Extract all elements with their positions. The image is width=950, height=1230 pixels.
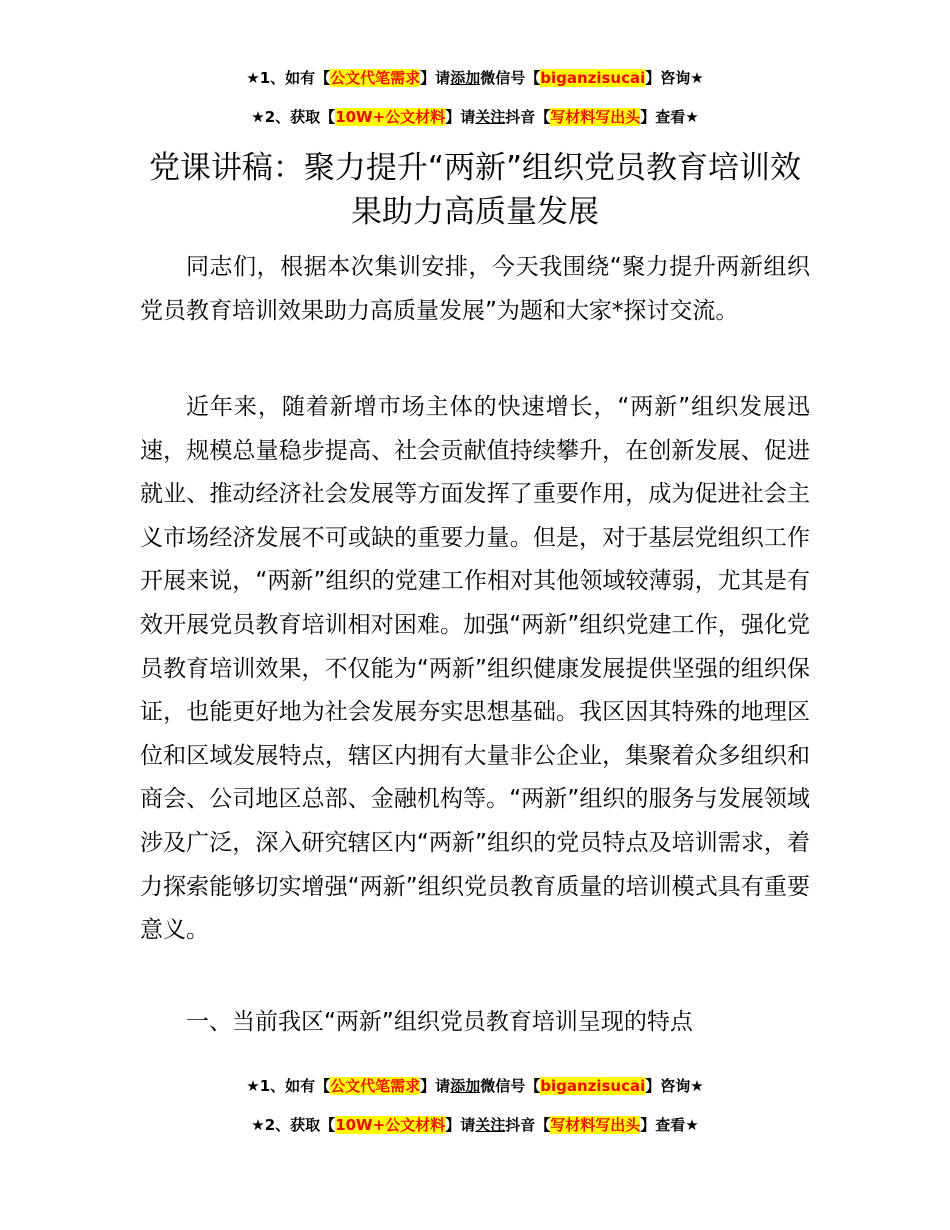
promo-prefix: ★2、获取【 bbox=[251, 1116, 336, 1134]
promo-highlight-service: 公文代笔需求 bbox=[330, 69, 421, 87]
promo-prefix: ★1、如有【 bbox=[246, 1077, 331, 1095]
promo-line-1-top bbox=[0, 67, 950, 89]
promo-emphasis: 添加 bbox=[450, 69, 481, 87]
promo-text: 微信号【 bbox=[480, 1077, 541, 1095]
promo-text: 抖音【 bbox=[505, 108, 551, 126]
promo-text: 】请 bbox=[445, 1116, 476, 1134]
promo-emphasis: 关注 bbox=[475, 108, 506, 126]
promo-line-1-bottom bbox=[0, 1075, 950, 1097]
promo-suffix: 】查看★ bbox=[640, 108, 699, 126]
promo-line-2-top bbox=[0, 106, 950, 128]
promo-emphasis: 关注 bbox=[475, 1116, 506, 1134]
document-title: 党课讲稿：聚力提升“两新”组织党员教育培训效果助力高质量发展 bbox=[148, 150, 802, 230]
promo-text: 抖音【 bbox=[505, 1116, 551, 1134]
promo-text: 】请 bbox=[420, 69, 451, 87]
promo-highlight-douyin-id: 写材料写出头 bbox=[550, 108, 641, 126]
promo-text: 微信号【 bbox=[480, 69, 541, 87]
promo-highlight-wechat-id: biganzisucai bbox=[540, 69, 646, 87]
promo-line-2-bottom bbox=[0, 1114, 950, 1136]
promo-suffix: 】咨询★ bbox=[645, 1077, 704, 1095]
promo-highlight-materials: 10W+公文材料 bbox=[335, 108, 446, 126]
paragraph-intro: 同志们，根据本次集训安排，今天我围绕“聚力提升两新组织党员教育培训效果助力高质量发展”为题和大家*探讨交流。 bbox=[140, 254, 810, 324]
promo-highlight-douyin-id: 写材料写出头 bbox=[550, 1116, 641, 1134]
promo-text: 】请 bbox=[445, 108, 476, 126]
promo-prefix: ★1、如有【 bbox=[246, 69, 331, 87]
promo-highlight-wechat-id: biganzisucai bbox=[540, 1077, 646, 1095]
promo-highlight-service: 公文代笔需求 bbox=[330, 1077, 421, 1095]
promo-suffix: 】咨询★ bbox=[645, 69, 704, 87]
section-heading-1: 一、当前我区“两新”组织党员教育培训呈现的特点 bbox=[186, 1009, 693, 1035]
promo-highlight-materials: 10W+公文材料 bbox=[335, 1116, 446, 1134]
paragraph-background: 近年来，随着新增市场主体的快速增长，“两新”组织发展迅速，规模总量稳步提高、社会贡献值持续攀升，在创新发展、促进就业、推动经济社会发展等方面发挥了重要作用，成为促进社会主义市场经济发展不可或缺的重要力量。但是，对于基层党组织工作开展来说，“两新”组织的党建工作相对其他领域较薄弱，尤其是有效开展党员教育培训相对困难。加强“两新”组织党建工作，强化党员教育培训效果，不仅能为“两新”组织健康发展提供坚强的组织保证，也能更好地为社会发展夯实思想基础。我区因其特殊的地理区位和区域发展特点，辖区内拥有大量非公企业，集聚着众多组织和商会、公司地区总部、金融机构等。“两新”组织的服务与发展领域涉及广泛，深入研究辖区内“两新”组织的党员特点及培训需求，着力探索能够切实增强“两新”组织党员教育质量的培训模式具有重要意义。 bbox=[140, 394, 810, 944]
promo-text: 】请 bbox=[420, 1077, 451, 1095]
promo-emphasis: 添加 bbox=[450, 1077, 481, 1095]
promo-suffix: 】查看★ bbox=[640, 1116, 699, 1134]
promo-prefix: ★2、获取【 bbox=[251, 108, 336, 126]
